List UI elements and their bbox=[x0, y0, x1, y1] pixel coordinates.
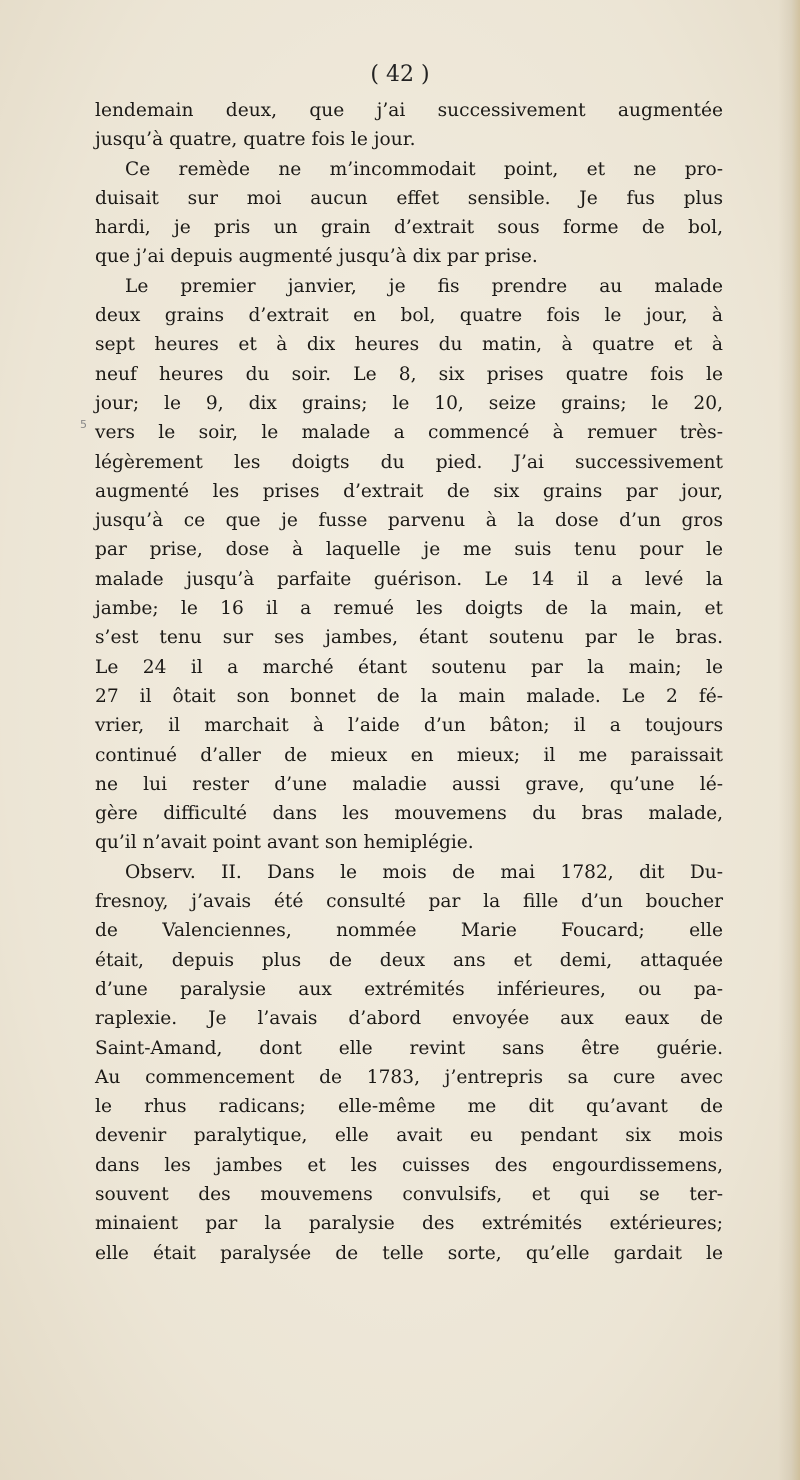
text-line: était, depuis plus de deux ans et demi, attaquée bbox=[95, 949, 723, 971]
text-line: hardi, je pris un grain d’extrait sous forme de bol, bbox=[95, 217, 723, 239]
text-line: lendemain deux, que j’ai successivement augmentée bbox=[95, 100, 723, 121]
text-line: que j’ai depuis augmenté jusqu’à dix par prise. bbox=[95, 246, 538, 268]
text-line: vrier, il marchait à l’aide d’un bâton; il a toujours bbox=[95, 715, 723, 737]
text-line: elle était paralysée de telle sorte, qu’elle gardait le bbox=[95, 1242, 723, 1264]
text-line: Le 24 il a marché étant soutenu par la main; le bbox=[95, 656, 723, 678]
text-line: duisait sur moi aucun effet sensible. Je fus plus bbox=[95, 187, 723, 209]
text-line: fresnoy, j’avais été consulté par la fille d’un boucher bbox=[95, 891, 723, 913]
body-text bbox=[95, 96, 723, 1268]
text-line: Saint-Amand, dont elle revint sans être guérie. bbox=[95, 1037, 723, 1059]
text-line: jour; le 9, dix grains; le 10, seize grains; le 20, bbox=[95, 392, 723, 414]
text-line: souvent des mouvemens convulsifs, et qui se ter- bbox=[95, 1183, 723, 1205]
text-line: Ce remède ne m’incommodait point, et ne pro- bbox=[125, 158, 723, 180]
text-line: par prise, dose à laquelle je me suis tenu pour le bbox=[95, 539, 723, 561]
text-line: gère difficulté dans les mouvemens du bras malade, bbox=[95, 803, 723, 825]
text-line: d’une paralysie aux extrémités inférieures, ou pa- bbox=[95, 978, 723, 1000]
text-line: 27 il ôtait son bonnet de la main malade. Le 2 fé- bbox=[95, 685, 723, 707]
text-line: ne lui rester d’une maladie aussi grave, qu’une lé- bbox=[95, 773, 723, 795]
text-line: continué d’aller de mieux en mieux; il me paraissait bbox=[95, 744, 723, 766]
text-line: jusqu’à quatre, quatre fois le jour. bbox=[95, 129, 416, 151]
text-line: de Valenciennes, nommée Marie Foucard; elle bbox=[95, 920, 723, 942]
text-line: deux grains d’extrait en bol, quatre fois le jour, à bbox=[95, 305, 723, 327]
text-line: minaient par la paralysie des extrémités extérieures; bbox=[95, 1213, 723, 1235]
page-number: ( 42 ) bbox=[370, 62, 430, 87]
text-line: qu’il n’avait point avant son hemiplégie. bbox=[95, 832, 474, 854]
text-line: dans les jambes et les cuisses des engourdissemens, bbox=[95, 1154, 723, 1176]
text-line: vers le soir, le malade a commencé à remuer très- bbox=[95, 422, 723, 444]
text-line: Le premier janvier, je fis prendre au malade bbox=[125, 275, 723, 297]
text-line: Au commencement de 1783, j’entrepris sa cure avec bbox=[95, 1066, 723, 1088]
text-line: jambe; le 16 il a remué les doigts de la main, et bbox=[95, 598, 723, 620]
text-line: le rhus radicans; elle-même me dit qu’avant de bbox=[95, 1096, 723, 1118]
text-line: raplexie. Je l’avais d’abord envoyée aux eaux de bbox=[95, 1008, 723, 1030]
text-line: sept heures et à dix heures du matin, à quatre et à bbox=[95, 334, 723, 356]
text-line: Observ. II. Dans le mois de mai 1782, dit Du- bbox=[125, 861, 723, 883]
text-line: neuf heures du soir. Le 8, six prises quatre fois le bbox=[95, 363, 723, 385]
margin-mark: 5 bbox=[80, 418, 87, 431]
text-line: malade jusqu’à parfaite guérison. Le 14 il a levé la bbox=[95, 568, 723, 590]
text-line: devenir paralytique, elle avait eu pendant six mois bbox=[95, 1125, 723, 1147]
text-line: s’est tenu sur ses jambes, étant soutenu par le bras. bbox=[95, 627, 723, 649]
text-line: augmenté les prises d’extrait de six grains par jour, bbox=[95, 480, 723, 502]
text-line: légèrement les doigts du pied. J’ai successivement bbox=[95, 451, 723, 473]
page-edge-shadow bbox=[778, 0, 800, 1480]
text-line: jusqu’à ce que je fusse parvenu à la dose d’un gros bbox=[95, 510, 723, 532]
